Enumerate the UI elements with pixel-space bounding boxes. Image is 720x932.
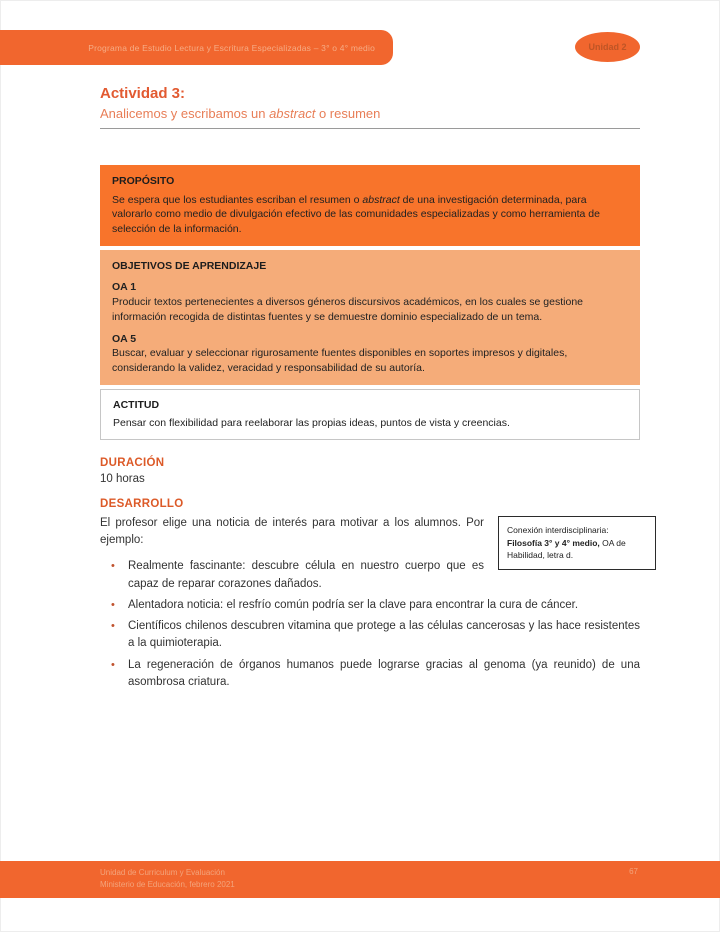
list-item bbox=[100, 618, 640, 653]
proposito-box bbox=[100, 165, 640, 246]
objetivos-heading: OBJETIVOS DE APRENDIZAJE bbox=[112, 259, 267, 272]
page-number: 67 bbox=[629, 867, 638, 876]
program-banner-text: Programa de Estudio Lectura y Escritura Especializadas – 3° o 4° medio bbox=[88, 42, 375, 53]
footer-ministry-line: Ministerio de Educación, febrero 2021 bbox=[100, 880, 235, 890]
duracion-heading: DURACIÓN bbox=[100, 456, 165, 469]
footer-org-line: Unidad de Curriculum y Evaluación bbox=[100, 868, 225, 877]
program-banner bbox=[0, 30, 393, 65]
title-underline bbox=[100, 128, 640, 129]
bullet-icon: • bbox=[111, 598, 115, 611]
list-item-text: Realmente fascinante: descubre célula en nuestro cuerpo que es capaz de reparar corazones dañados. bbox=[128, 560, 484, 590]
conexion-interdisciplinaria-box bbox=[498, 516, 656, 570]
activity-subtitle bbox=[100, 106, 640, 121]
news-examples-list bbox=[100, 558, 640, 691]
bullet-icon: • bbox=[111, 560, 115, 573]
unit-badge-label: Unidad 2 bbox=[588, 42, 627, 52]
duracion-value: 10 horas bbox=[100, 472, 145, 485]
actitud-text: Pensar con flexibilidad para reelaborar las propias ideas, puntos de vista y creencias. bbox=[113, 417, 510, 430]
conexion-subject-bold: Filosofía 3° y 4° medio, bbox=[507, 537, 600, 548]
desarrollo-section bbox=[100, 498, 640, 691]
conexion-rest: OA de Habilidad, letra d. bbox=[507, 537, 626, 561]
conexion-line1: Conexión interdisciplinaria: bbox=[507, 524, 609, 535]
proposito-text-before: Se espera que los estudiantes escriban el resumen o bbox=[112, 193, 363, 206]
desarrollo-intro: El profesor elige una noticia de interés para motivar a los alumnos. Por ejemplo: bbox=[100, 516, 484, 547]
unit-badge bbox=[575, 32, 640, 62]
oa1-label: OA 1 bbox=[112, 281, 137, 294]
actitud-box bbox=[100, 389, 640, 440]
proposito-body bbox=[112, 193, 628, 237]
proposito-text-after: de una investigación determinada, para valorarlo como medio de divulgación efectivo de las comunidades especializadas y como herramienta de selección de la información. bbox=[112, 193, 600, 236]
subtitle-text-after: o resumen bbox=[315, 106, 381, 121]
actitud-heading: ACTITUD bbox=[113, 398, 160, 411]
subtitle-italic-word: abstract bbox=[269, 106, 316, 121]
proposito-heading: PROPÓSITO bbox=[112, 175, 175, 187]
list-item-text: Alentadora noticia: el resfrío común podría ser la clave para encontrar la cura de cáncer. bbox=[128, 598, 579, 611]
oa5-text: Buscar, evaluar y seleccionar rigurosamente fuentes disponibles en soportes impresos y digitales, considerando la validez, veracidad y responsabilidad de su autoría. bbox=[112, 347, 568, 374]
desarrollo-heading: DESARROLLO bbox=[100, 497, 184, 510]
oa1-text: Producir textos pertenecientes a diversos géneros discursivos académicos, en los cuales se gestione información recogida de distintas fuentes y se demuestre dominio especializado de un tema. bbox=[112, 296, 583, 323]
page-content bbox=[100, 65, 640, 695]
list-item-text: Científicos chilenos descubren vitamina que protege a las células cancerosas y las hace resistentes a la quimioterapia. bbox=[128, 620, 640, 650]
list-item bbox=[100, 657, 640, 692]
oa5-label: OA 5 bbox=[112, 332, 137, 345]
list-item bbox=[100, 597, 640, 614]
activity-title: Actividad 3: bbox=[100, 85, 186, 102]
bullet-icon: • bbox=[111, 620, 115, 633]
desarrollo-body bbox=[100, 515, 640, 691]
list-item-text: La regeneración de órganos humanos puede lograrse gracias al genoma (ya reunido) de una asombrosa criatura. bbox=[128, 658, 640, 688]
objetivos-box bbox=[100, 250, 640, 385]
proposito-italic-word: abstract bbox=[362, 193, 400, 206]
subtitle-text-before: Analicemos y escribamos un bbox=[100, 106, 270, 121]
duracion-section bbox=[100, 457, 640, 485]
page-footer bbox=[0, 861, 720, 898]
bullet-icon: • bbox=[111, 658, 115, 671]
